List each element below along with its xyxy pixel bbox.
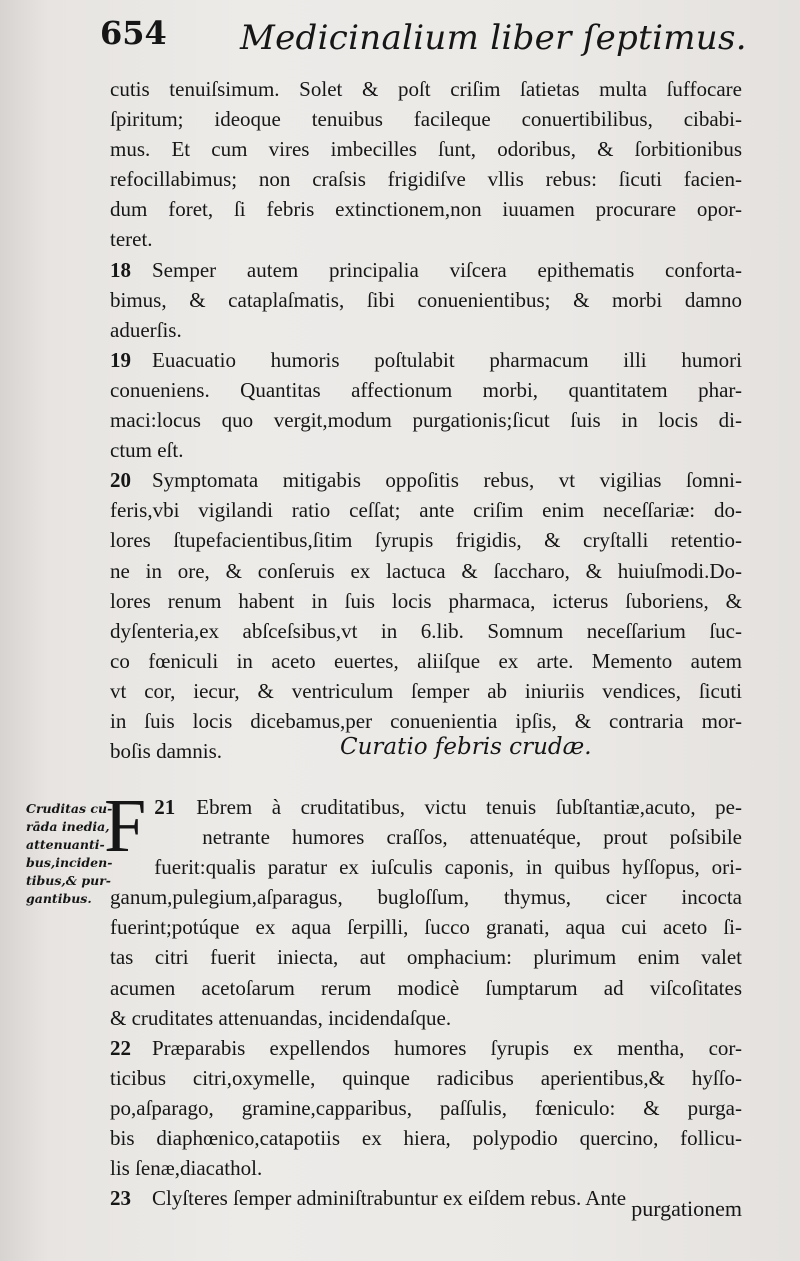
line-text: maci:locus quo vergit,modum purgationis;ſicut ſuis in locis di- (110, 408, 742, 433)
text-line (110, 1033, 742, 1063)
line-text: co fœniculi in aceto euertes, aliiſque ex arte. Memento autem (110, 648, 742, 673)
line-text: conueniens. Quantitas affectionum morbi, quantitatem phar- (110, 377, 742, 402)
text-line (110, 315, 742, 345)
line-text: dyſenteria,ex abſceſsibus,vt in 6.lib. Somnum neceſſarium ſuc- (110, 618, 742, 643)
text-line (110, 525, 742, 555)
text-line (110, 1123, 742, 1153)
text-line (110, 435, 742, 465)
line-text: ſpiritum; ideoque tenuibus facileque conuertibilibus, cibabi- (110, 107, 742, 132)
line-text: boſis damnis. (110, 739, 223, 764)
text-line (110, 1093, 742, 1123)
line-text: netrante humores craſſos, attenuatéque, prout poſsibile (202, 825, 742, 850)
text-line (110, 194, 742, 224)
line-text: feris,vbi vigilandi ratio ceſſat; ante criſim enim neceſſariæ: do- (110, 498, 742, 523)
line-text: dum foret, ſi febris extinctionem,non iuuamen procurare opor- (110, 197, 742, 222)
body-text-bottom (104, 784, 742, 1213)
line-text: bimus, & cataplaſmatis, ſibi conuenientibus; & morbi damno (110, 287, 742, 312)
margin-note (26, 800, 116, 908)
page-number: 654 (100, 14, 167, 52)
text-line (110, 706, 742, 736)
line-text: fuerit:qualis paratur ex iuſculis caponis, in quibus hyſſopus, ori- (154, 855, 742, 880)
line-text: Euacuatio humoris poſtulabit pharmacum illi humori (152, 347, 742, 372)
line-text: Clyſteres ſemper adminiſtrabuntur ex eiſdem rebus. Ante (152, 1186, 627, 1211)
text-line (110, 1003, 742, 1033)
text-line (110, 224, 742, 254)
line-text: in ſuis locis dicebamus,per conuenientia ipſis, & contraria mor- (110, 708, 742, 733)
line-text: ctum eſt. (110, 438, 184, 463)
line-text: teret. (110, 227, 153, 252)
text-line (110, 676, 742, 706)
text-line (110, 882, 742, 912)
line-text: vt cor, iecur, & ventriculum ſemper ab iniuriis vendices, ſicuti (110, 678, 742, 703)
paragraph-number: 22 (110, 1035, 131, 1060)
text-line (154, 852, 742, 882)
text-line (110, 255, 742, 285)
text-line (110, 942, 742, 972)
text-line (110, 1063, 742, 1093)
section-heading: Curatio febris crudæ. (340, 734, 592, 760)
line-text: ganum,pulegium,aſparagus, bugloſſum, thymus, cicer incocta (110, 885, 742, 910)
line-text: ticibus citri,oxymelle, quinque radicibus aperientibus,& hyſſo- (110, 1065, 742, 1090)
line-text: bis diaphœnico,catapotiis ex hiera, polypodio quercino, follicu- (110, 1126, 742, 1151)
text-line (110, 345, 742, 375)
text-line (154, 822, 742, 852)
line-text: Symptomata mitigabis oppoſitis rebus, vt vigilias ſomni- (152, 468, 742, 493)
text-line (110, 556, 742, 586)
paragraph-number: 18 (110, 257, 131, 282)
text-line (110, 616, 742, 646)
text-line (110, 646, 742, 676)
line-text: tas citri fuerit iniecta, aut omphacium: plurimum enim valet (110, 945, 742, 970)
line-text: aduerſis. (110, 317, 182, 342)
text-line (110, 912, 742, 942)
line-text: lores ſtupefacientibus,ſitim ſyrupis frigidis, & cryſtalli retentio- (110, 528, 742, 553)
line-text: Præparabis expellendos humores ſyrupis ex mentha, cor- (152, 1035, 742, 1060)
line-text: acumen acetoſarum rerum modicè ſumptarum ad viſcoſitates (110, 975, 742, 1000)
text-line (110, 285, 742, 315)
body-text-top (110, 74, 742, 766)
line-text: ne in ore, & conſeruis ex lactuca & ſaccharo, & huiuſmodi.Do- (110, 558, 742, 583)
text-line (110, 164, 742, 194)
paragraph-number: 23 (110, 1186, 131, 1211)
margin-note-line: bus,inciden- (26, 855, 113, 870)
margin-note-line: Cruditas cu- (26, 801, 113, 816)
paragraph-number: 21 (154, 795, 176, 819)
text-line (110, 74, 742, 104)
line-text: mus. Et cum vires imbecilles ſunt, odoribus, & ſorbitionibus (110, 137, 742, 162)
line-text: refocillabimus; non craſsis frigidiſve vllis rebus: ſicuti facien- (110, 167, 742, 192)
text-line (110, 495, 742, 525)
line-text: fuerint;potúque ex aqua ſerpilli, ſucco granati, aqua cui aceto ſi- (110, 915, 742, 940)
margin-note-line: attenuanti- (26, 837, 105, 852)
line-text: lis ſenæ,diacathol. (110, 1156, 263, 1181)
text-line (110, 973, 742, 1003)
paragraph-number: 19 (110, 347, 131, 372)
catchword: purgationem (631, 1196, 742, 1221)
paragraph-number: 20 (110, 468, 131, 493)
text-line (110, 465, 742, 495)
text-line (110, 104, 742, 134)
margin-note-line: gantibus. (26, 891, 92, 906)
text-line (110, 375, 742, 405)
running-title: Medicinalium liber ſeptimus. (240, 18, 747, 58)
line-text: po,aſparago, gramine,capparibus, paſſulis, fœniculo: & purga- (110, 1095, 742, 1120)
text-line (110, 586, 742, 616)
drop-capital: F (104, 784, 147, 868)
margin-note-line: tibus,& pur- (26, 873, 111, 888)
line-text: lores renum habent in ſuis locis pharmaca, icterus ſuboriens, & (110, 588, 742, 613)
text-line (110, 1153, 742, 1183)
line-text: Semper autem principalia viſcera epithematis conforta- (152, 257, 742, 282)
text-line (110, 405, 742, 435)
text-line (110, 134, 742, 164)
line-text: cutis tenuiſsimum. Solet & poſt criſim ſatietas multa ſuffocare (110, 77, 742, 101)
line-text: & cruditates attenuandas, incidendaſque. (110, 1005, 452, 1030)
page-header (100, 10, 760, 72)
line-text: Ebrem à cruditatibus, victu tenuis ſubſtantiæ,acuto, pe- (196, 795, 742, 819)
margin-note-line: rāda inedia, (26, 819, 110, 834)
